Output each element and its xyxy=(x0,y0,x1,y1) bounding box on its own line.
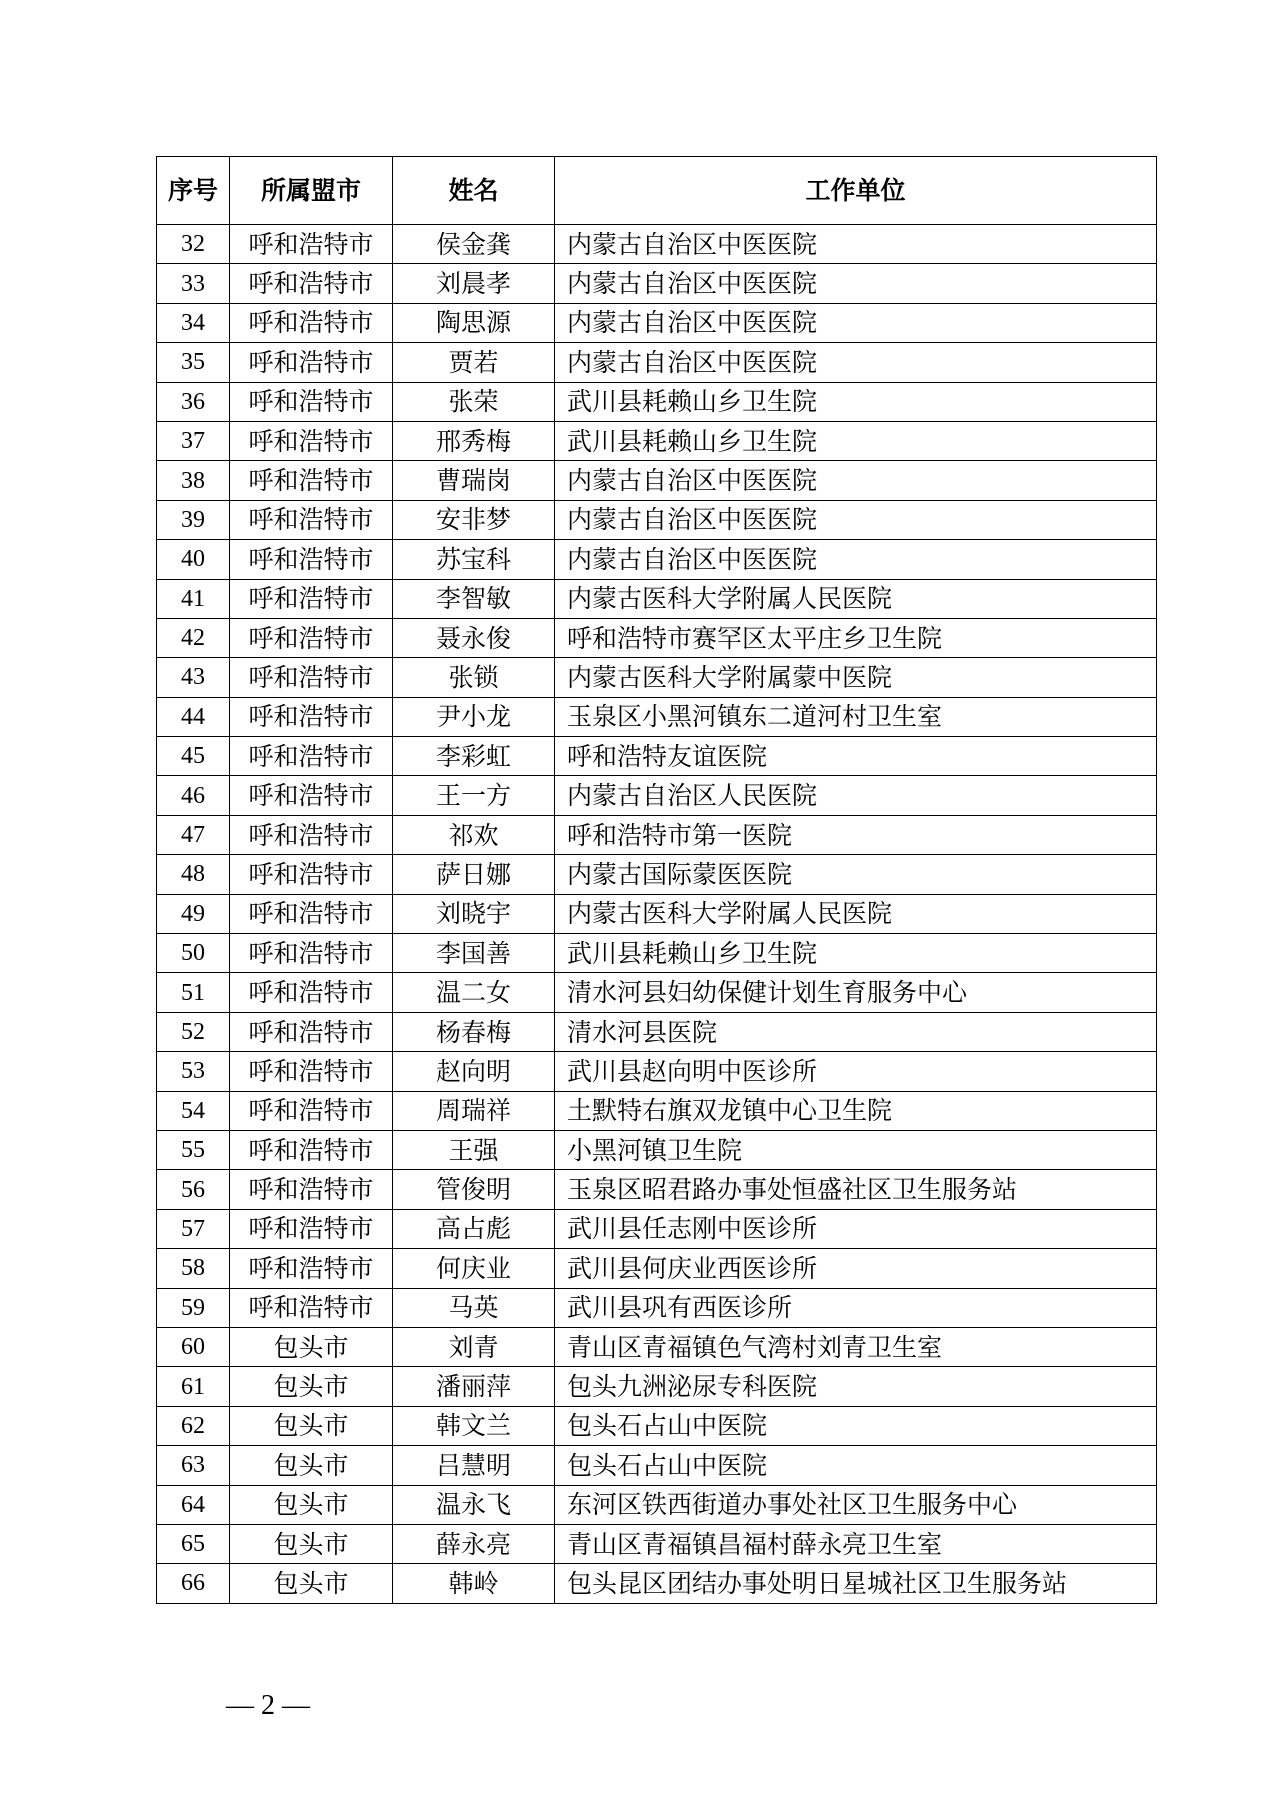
page-number: — 2 — xyxy=(226,1690,310,1721)
table-row xyxy=(157,343,1157,382)
row-city: 呼和浩特市 xyxy=(230,1130,393,1169)
row-city: 呼和浩特市 xyxy=(230,618,393,657)
row-city: 呼和浩特市 xyxy=(230,697,393,736)
row-unit: 玉泉区昭君路办事处恒盛社区卫生服务站 xyxy=(555,1170,1157,1209)
row-name: 苏宝科 xyxy=(393,540,555,579)
row-name: 温永飞 xyxy=(393,1485,555,1524)
row-city: 呼和浩特市 xyxy=(230,1249,393,1288)
row-city: 呼和浩特市 xyxy=(230,579,393,618)
row-name: 聂永俊 xyxy=(393,618,555,657)
header-name: 姓名 xyxy=(393,157,555,225)
table-row xyxy=(157,421,1157,460)
row-city: 包头市 xyxy=(230,1367,393,1406)
row-seq: 43 xyxy=(157,658,230,697)
row-name: 杨春梅 xyxy=(393,1012,555,1051)
row-name: 刘晓宇 xyxy=(393,894,555,933)
row-unit: 包头九洲泌尿专科医院 xyxy=(555,1367,1157,1406)
row-city: 呼和浩特市 xyxy=(230,225,393,264)
table-row xyxy=(157,1406,1157,1445)
row-seq: 65 xyxy=(157,1524,230,1563)
row-name: 何庆业 xyxy=(393,1249,555,1288)
row-seq: 56 xyxy=(157,1170,230,1209)
row-name: 祁欢 xyxy=(393,815,555,854)
row-seq: 38 xyxy=(157,461,230,500)
row-unit: 内蒙古医科大学附属蒙中医院 xyxy=(555,658,1157,697)
row-name: 周瑞祥 xyxy=(393,1091,555,1130)
row-name: 萨日娜 xyxy=(393,855,555,894)
row-unit: 武川县耗赖山乡卫生院 xyxy=(555,421,1157,460)
row-unit: 内蒙古自治区中医医院 xyxy=(555,343,1157,382)
row-unit: 东河区铁西街道办事处社区卫生服务中心 xyxy=(555,1485,1157,1524)
row-city: 呼和浩特市 xyxy=(230,540,393,579)
table-row xyxy=(157,1170,1157,1209)
row-unit: 呼和浩特友谊医院 xyxy=(555,737,1157,776)
table-row xyxy=(157,1091,1157,1130)
row-name: 李国善 xyxy=(393,934,555,973)
row-unit: 呼和浩特市第一医院 xyxy=(555,815,1157,854)
personnel-table-container xyxy=(156,156,1156,1604)
table-row xyxy=(157,934,1157,973)
row-name: 吕慧明 xyxy=(393,1446,555,1485)
row-city: 包头市 xyxy=(230,1406,393,1445)
row-seq: 64 xyxy=(157,1485,230,1524)
row-seq: 66 xyxy=(157,1564,230,1603)
row-unit: 青山区青福镇色气湾村刘青卫生室 xyxy=(555,1327,1157,1366)
row-city: 呼和浩特市 xyxy=(230,658,393,697)
row-seq: 32 xyxy=(157,225,230,264)
row-city: 呼和浩特市 xyxy=(230,737,393,776)
table-row xyxy=(157,1288,1157,1327)
row-name: 高占彪 xyxy=(393,1209,555,1248)
row-seq: 46 xyxy=(157,776,230,815)
row-name: 管俊明 xyxy=(393,1170,555,1209)
row-city: 呼和浩特市 xyxy=(230,461,393,500)
row-unit: 内蒙古自治区中医医院 xyxy=(555,500,1157,539)
table-row xyxy=(157,973,1157,1012)
row-seq: 45 xyxy=(157,737,230,776)
row-city: 呼和浩特市 xyxy=(230,855,393,894)
row-name: 张荣 xyxy=(393,382,555,421)
row-name: 韩文兰 xyxy=(393,1406,555,1445)
row-city: 包头市 xyxy=(230,1327,393,1366)
row-unit: 武川县何庆业西医诊所 xyxy=(555,1249,1157,1288)
row-unit: 清水河县医院 xyxy=(555,1012,1157,1051)
row-city: 包头市 xyxy=(230,1485,393,1524)
row-city: 呼和浩特市 xyxy=(230,382,393,421)
table-row xyxy=(157,1012,1157,1051)
table-row xyxy=(157,1564,1157,1603)
header-unit: 工作单位 xyxy=(555,157,1157,225)
row-unit: 内蒙古医科大学附属人民医院 xyxy=(555,579,1157,618)
table-row xyxy=(157,697,1157,736)
row-name: 李智敏 xyxy=(393,579,555,618)
row-name: 安非梦 xyxy=(393,500,555,539)
row-name: 曹瑞岗 xyxy=(393,461,555,500)
row-city: 呼和浩特市 xyxy=(230,1052,393,1091)
row-city: 呼和浩特市 xyxy=(230,934,393,973)
table-row xyxy=(157,1367,1157,1406)
row-seq: 57 xyxy=(157,1209,230,1248)
row-name: 马英 xyxy=(393,1288,555,1327)
row-city: 包头市 xyxy=(230,1446,393,1485)
row-seq: 59 xyxy=(157,1288,230,1327)
row-name: 王一方 xyxy=(393,776,555,815)
table-row xyxy=(157,303,1157,342)
row-unit: 小黑河镇卫生院 xyxy=(555,1130,1157,1169)
row-seq: 62 xyxy=(157,1406,230,1445)
table-row xyxy=(157,540,1157,579)
row-unit: 包头石占山中医院 xyxy=(555,1406,1157,1445)
row-unit: 武川县任志刚中医诊所 xyxy=(555,1209,1157,1248)
row-unit: 内蒙古自治区中医医院 xyxy=(555,264,1157,303)
row-city: 包头市 xyxy=(230,1564,393,1603)
table-row xyxy=(157,225,1157,264)
row-name: 李彩虹 xyxy=(393,737,555,776)
row-unit: 内蒙古自治区中医医院 xyxy=(555,540,1157,579)
row-seq: 49 xyxy=(157,894,230,933)
table-row xyxy=(157,461,1157,500)
row-seq: 42 xyxy=(157,618,230,657)
row-seq: 63 xyxy=(157,1446,230,1485)
row-unit: 清水河县妇幼保健计划生育服务中心 xyxy=(555,973,1157,1012)
row-seq: 41 xyxy=(157,579,230,618)
row-seq: 44 xyxy=(157,697,230,736)
row-seq: 60 xyxy=(157,1327,230,1366)
personnel-table xyxy=(156,156,1157,1604)
row-name: 刘晨孝 xyxy=(393,264,555,303)
row-unit: 玉泉区小黑河镇东二道河村卫生室 xyxy=(555,697,1157,736)
table-row xyxy=(157,894,1157,933)
row-name: 温二女 xyxy=(393,973,555,1012)
table-row xyxy=(157,618,1157,657)
row-name: 邢秀梅 xyxy=(393,421,555,460)
row-name: 韩岭 xyxy=(393,1564,555,1603)
row-name: 陶思源 xyxy=(393,303,555,342)
row-seq: 34 xyxy=(157,303,230,342)
row-seq: 48 xyxy=(157,855,230,894)
row-unit: 土默特右旗双龙镇中心卫生院 xyxy=(555,1091,1157,1130)
table-header-row xyxy=(157,157,1157,225)
row-city: 呼和浩特市 xyxy=(230,264,393,303)
table-row xyxy=(157,1209,1157,1248)
table-body xyxy=(157,225,1157,1604)
row-unit: 包头昆区团结办事处明日星城社区卫生服务站 xyxy=(555,1564,1157,1603)
table-row xyxy=(157,1052,1157,1091)
row-name: 赵向明 xyxy=(393,1052,555,1091)
row-unit: 内蒙古自治区中医医院 xyxy=(555,225,1157,264)
table-row xyxy=(157,776,1157,815)
header-city: 所属盟市 xyxy=(230,157,393,225)
row-seq: 47 xyxy=(157,815,230,854)
row-seq: 52 xyxy=(157,1012,230,1051)
row-unit: 内蒙古自治区中医医院 xyxy=(555,461,1157,500)
row-unit: 武川县赵向明中医诊所 xyxy=(555,1052,1157,1091)
table-row xyxy=(157,855,1157,894)
row-city: 呼和浩特市 xyxy=(230,1170,393,1209)
row-name: 贾若 xyxy=(393,343,555,382)
row-city: 包头市 xyxy=(230,1524,393,1563)
row-city: 呼和浩特市 xyxy=(230,776,393,815)
row-name: 尹小龙 xyxy=(393,697,555,736)
row-city: 呼和浩特市 xyxy=(230,500,393,539)
row-seq: 55 xyxy=(157,1130,230,1169)
row-seq: 61 xyxy=(157,1367,230,1406)
row-seq: 51 xyxy=(157,973,230,1012)
row-seq: 50 xyxy=(157,934,230,973)
row-unit: 武川县耗赖山乡卫生院 xyxy=(555,382,1157,421)
row-unit: 呼和浩特市赛罕区太平庄乡卫生院 xyxy=(555,618,1157,657)
row-seq: 39 xyxy=(157,500,230,539)
table-row xyxy=(157,815,1157,854)
row-name: 王强 xyxy=(393,1130,555,1169)
row-seq: 53 xyxy=(157,1052,230,1091)
row-name: 侯金龚 xyxy=(393,225,555,264)
table-row xyxy=(157,737,1157,776)
row-city: 呼和浩特市 xyxy=(230,894,393,933)
row-seq: 35 xyxy=(157,343,230,382)
row-city: 呼和浩特市 xyxy=(230,421,393,460)
row-city: 呼和浩特市 xyxy=(230,1209,393,1248)
row-unit: 内蒙古医科大学附属人民医院 xyxy=(555,894,1157,933)
table-row xyxy=(157,1130,1157,1169)
table-row xyxy=(157,658,1157,697)
row-name: 薛永亮 xyxy=(393,1524,555,1563)
table-row xyxy=(157,382,1157,421)
row-name: 潘丽萍 xyxy=(393,1367,555,1406)
row-unit: 武川县耗赖山乡卫生院 xyxy=(555,934,1157,973)
row-seq: 37 xyxy=(157,421,230,460)
row-unit: 包头石占山中医院 xyxy=(555,1446,1157,1485)
row-unit: 青山区青福镇昌福村薛永亮卫生室 xyxy=(555,1524,1157,1563)
row-city: 呼和浩特市 xyxy=(230,1091,393,1130)
table-row xyxy=(157,1327,1157,1366)
row-city: 呼和浩特市 xyxy=(230,815,393,854)
row-unit: 内蒙古自治区中医医院 xyxy=(555,303,1157,342)
table-row xyxy=(157,579,1157,618)
table-row xyxy=(157,264,1157,303)
table-row xyxy=(157,500,1157,539)
row-seq: 58 xyxy=(157,1249,230,1288)
table-row xyxy=(157,1446,1157,1485)
table-row xyxy=(157,1249,1157,1288)
row-name: 刘青 xyxy=(393,1327,555,1366)
row-city: 呼和浩特市 xyxy=(230,343,393,382)
header-seq: 序号 xyxy=(157,157,230,225)
row-unit: 内蒙古自治区人民医院 xyxy=(555,776,1157,815)
table-row xyxy=(157,1485,1157,1524)
row-unit: 内蒙古国际蒙医医院 xyxy=(555,855,1157,894)
table-row xyxy=(157,1524,1157,1563)
row-city: 呼和浩特市 xyxy=(230,973,393,1012)
row-unit: 武川县巩有西医诊所 xyxy=(555,1288,1157,1327)
row-city: 呼和浩特市 xyxy=(230,1012,393,1051)
row-seq: 36 xyxy=(157,382,230,421)
row-seq: 40 xyxy=(157,540,230,579)
row-seq: 33 xyxy=(157,264,230,303)
row-city: 呼和浩特市 xyxy=(230,303,393,342)
row-seq: 54 xyxy=(157,1091,230,1130)
row-name: 张锁 xyxy=(393,658,555,697)
row-city: 呼和浩特市 xyxy=(230,1288,393,1327)
